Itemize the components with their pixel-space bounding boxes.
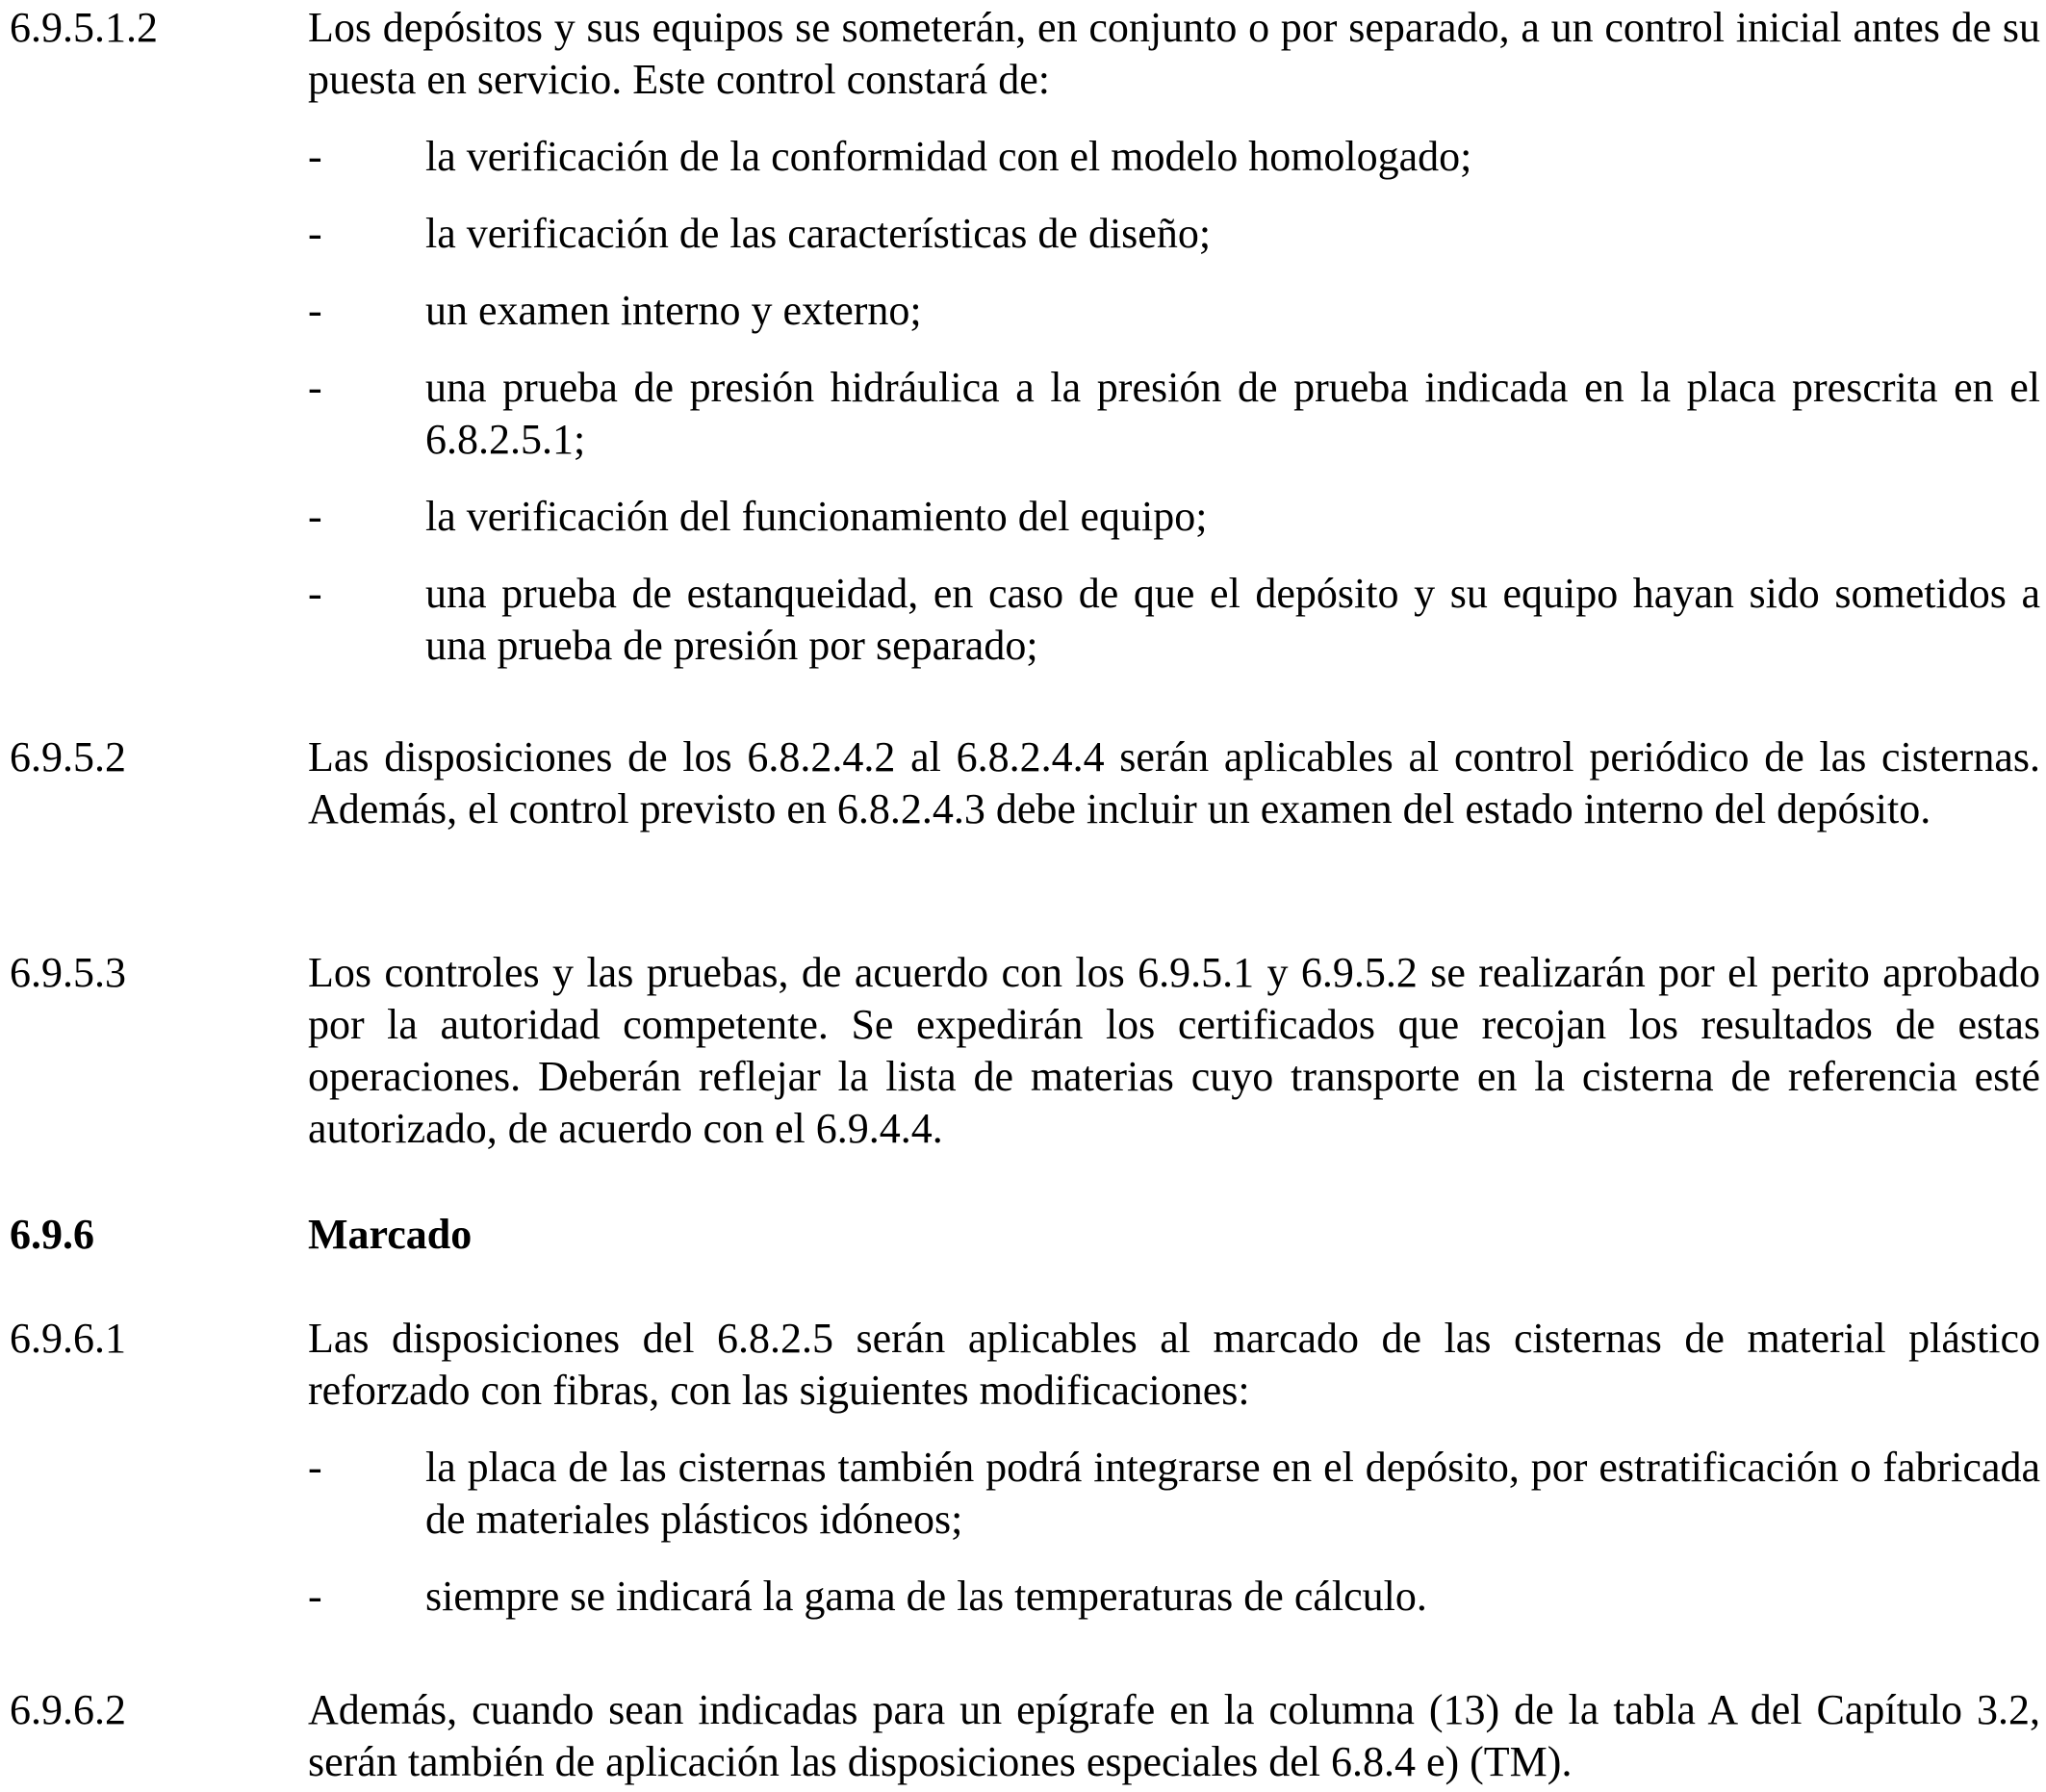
bullet-dash: - [308, 493, 322, 540]
bullet-dash: - [308, 1444, 322, 1491]
list-item-text: la verificación de la conformidad con el modelo homologado; [425, 133, 1472, 180]
list-item [308, 1571, 2040, 1623]
list-item-text: una prueba de presión hidráulica a la presión de prueba indicada en la placa prescrita en el 6.8.2.5.1; [425, 364, 2040, 463]
section-text: Los controles y las pruebas, de acuerdo con los 6.9.5.1 y 6.9.5.2 se realizarán por el perito aprobado por la autoridad competente. Se expedirán los certificados que recojan los resultados de estas operaciones. Deberán reflejar la lista de materias cuyo transporte en la cisterna de referencia esté autorizado, de acuerdo con el 6.9.4.4. [308, 949, 2040, 1152]
list-item [308, 208, 2040, 260]
bullet-dash: - [308, 133, 322, 180]
list-item [308, 131, 2040, 183]
bullet-dash: - [308, 570, 322, 617]
section-body [308, 1684, 2040, 1788]
section-number: 6.9.6.1 [10, 1315, 126, 1362]
list-item [308, 1442, 2040, 1546]
list-item-text: la placa de las cisternas también podrá integrarse en el depósito, por estratificación o fabricada de materiales plásticos idóneos; [425, 1444, 2040, 1543]
section-text: Además, cuando sean indicadas para un epígrafe en la columna (13) de la tabla A del Capítulo 3.2, serán también de aplicación las disposiciones especiales del 6.8.4 e) (TM). [308, 1686, 2040, 1785]
section-text: Las disposiciones del 6.8.2.5 serán aplicables al marcado de las cisternas de material plástico reforzado con fibras, con las siguientes modificaciones: [308, 1315, 2040, 1414]
list-item [308, 491, 2040, 543]
bullet-dash: - [308, 210, 322, 257]
bullet-dash: - [308, 364, 322, 411]
bullet-dash: - [308, 1573, 322, 1620]
section-body [308, 1313, 2040, 1623]
section-number: 6.9.6.2 [10, 1686, 126, 1733]
section-heading: Marcado [308, 1211, 473, 1258]
list-item [308, 285, 2040, 337]
section-number: 6.9.6 [10, 1211, 94, 1258]
section-number: 6.9.5.3 [10, 949, 126, 996]
bullet-list [308, 131, 2040, 672]
list-item-text: la verificación de las características de diseño; [425, 210, 1212, 257]
section-body [308, 2, 2040, 672]
list-item [308, 568, 2040, 672]
list-item-text: una prueba de estanqueidad, en caso de que el depósito y su equipo hayan sido sometidos a una prueba de presión por separado; [425, 570, 2040, 669]
list-item-text: la verificación del funcionamiento del equipo; [425, 493, 1208, 540]
list-item-text: un examen interno y externo; [425, 287, 922, 334]
list-item-text: siempre se indicará la gama de las temperaturas de cálculo. [425, 1573, 1427, 1620]
section-number: 6.9.5.2 [10, 733, 126, 781]
section-body [308, 947, 2040, 1155]
bullet-list [308, 1442, 2040, 1623]
bullet-dash: - [308, 287, 322, 334]
section-text: Las disposiciones de los 6.8.2.4.2 al 6.8.2.4.4 serán aplicables al control periódico de las cisternas. Además, el control previsto en 6.8.2.4.3 debe incluir un examen del estado interno del depósito. [308, 733, 2040, 832]
section-body [308, 731, 2040, 835]
list-item [308, 362, 2040, 466]
section-number: 6.9.5.1.2 [10, 4, 158, 51]
section-text: Los depósitos y sus equipos se someterán, en conjunto o por separado, a un control inicial antes de su puesta en servicio. Este control constará de: [308, 4, 2040, 103]
